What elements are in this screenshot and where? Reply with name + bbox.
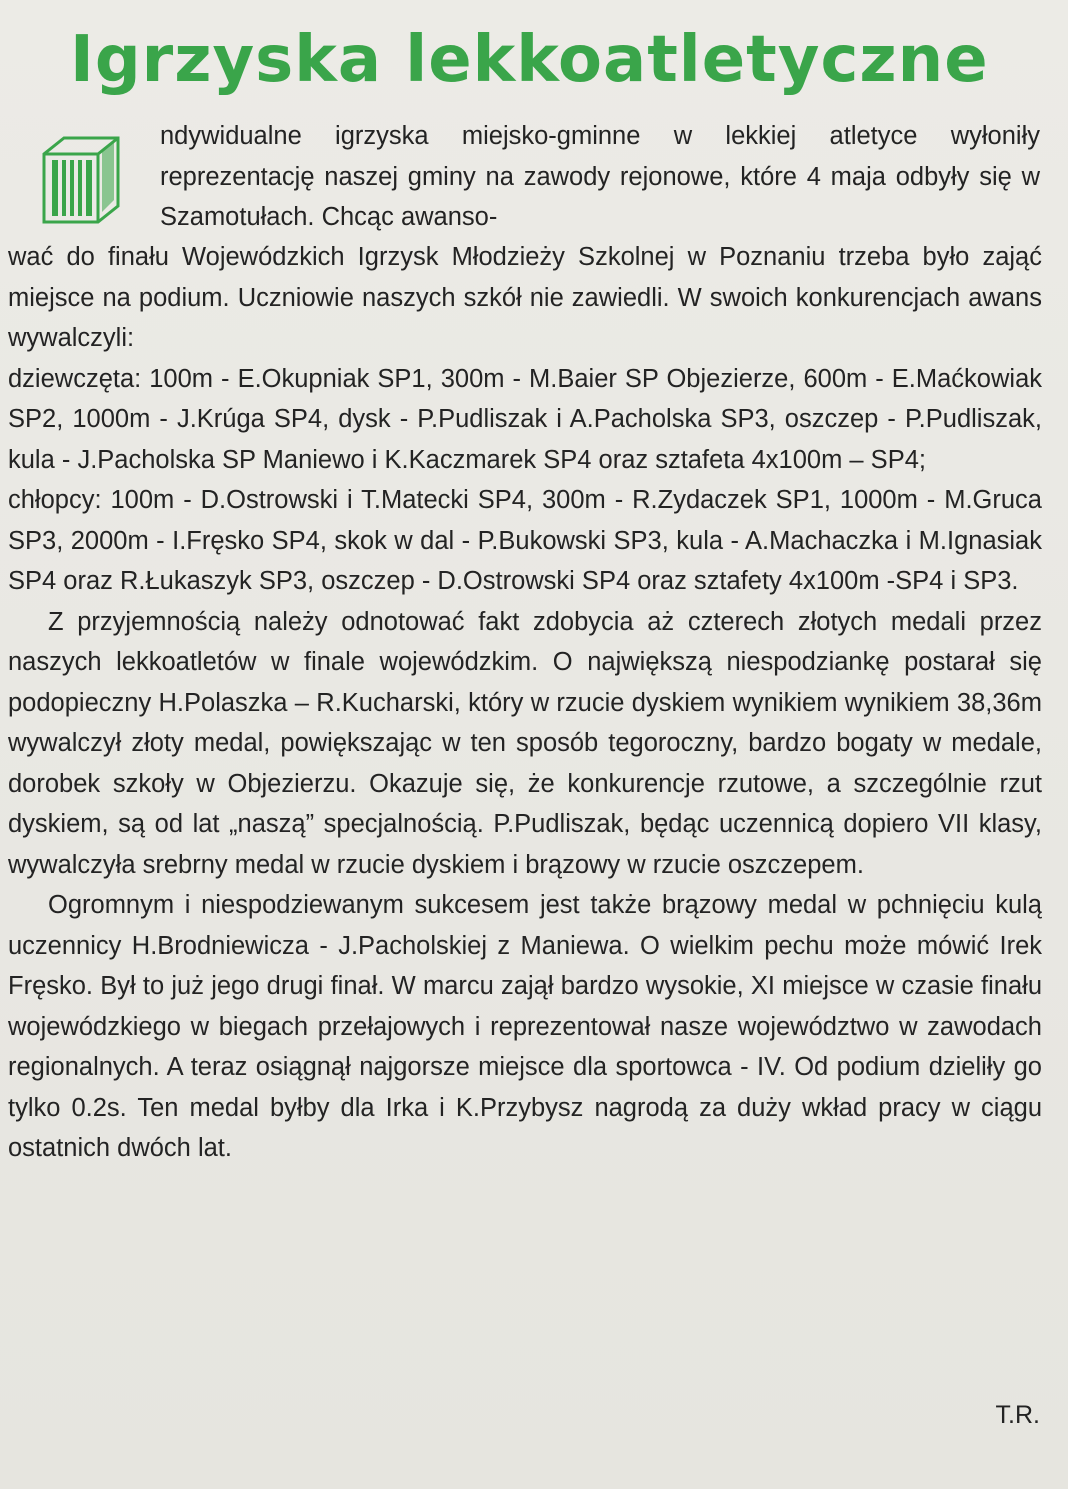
article-paragraph: wać do finału Wojewódzkich Igrzysk Młodzieży Szkolnej w Poznaniu trzeba było zająć miejsce na podium. Uczniowie naszych szkół nie zawiedli. W swoich konkurencjach awans wywalczyli: xyxy=(8,243,1042,352)
article-body xyxy=(8,237,1042,1169)
article-lead: ndywidualne igrzyska miejsko-gminne w lekkiej atletyce wyłoniły reprezentację naszej gminy na zawody rejonowe, które 4 maja odbyły się w Szamotułach. Chcąc awanso- xyxy=(160,122,1040,231)
article-paragraph: Z przyjemnością należy odnotować fakt zdobycia aż czterech złotych medali przez naszych lekkoatletów w finale wojewódzkim. O największą niespodziankę postarał się podopieczny H.Polaszka – R.Kucharski, który w rzucie dyskiem wynikiem wynikiem 38,36m wywalczył złoty medal, powiększając w ten sposób tegoroczny, bardzo bogaty w medale, dorobek szkoły w Objezierzu. Okazuje się, że konkurencje rzutowe, a szczególnie rzut dyskiem, są od lat „naszą” specjalnością. P.Pudliszak, będąc uczennicą dopiero VII klasy, wywalczyła srebrny medal w rzucie dyskiem i brązowy w rzucie oszczepem. xyxy=(8,607,1042,879)
dropcap-letter-i-icon xyxy=(42,136,120,224)
results-boys: chłopcy: 100m - D.Ostrowski i T.Matecki SP4, 300m - R.Zydaczek SP1, 1000m - M.Gruca SP3, 2000m - I.Fręsko SP4, skok w dal - P.Bukowski SP3, kula - A.Machaczka i M.Ignasiak SP4 oraz R.Łukaszyk SP3, oszczep - D.Ostrowski SP4 oraz sztafety 4x100m -SP4 i SP3. xyxy=(8,486,1042,595)
results-girls: dziewczęta: 100m - E.Okupniak SP1, 300m - M.Baier SP Objezierze, 600m - E.Maćkowiak SP2, 1000m - J.Krúga SP4, dysk - P.Pudliszak i A.Pacholska SP3, oszczep - P.Pudliszak, kula - J.Pacholska SP Maniewo i K.Kaczmarek SP4 oraz sztafeta 4x100m – SP4; xyxy=(8,364,1042,474)
article-paragraph: Ogromnym i niespodziewanym sukcesem jest także brązowy medal w pchnięciu kulą uczennicy H.Brodniewicza - J.Pacholskiej z Maniewa. O wielkim pechu może mówić Irek Fręsko. Był to już jego drugi finał. W marcu zajął bardzo wysokie, XI miejsce w czasie finału wojewódzkiego w biegach przełajowych i reprezentował nasze województwo w zawodach regionalnych. A teraz osiągnął najgorsze miejsce dla sportowca - IV. Od podium dzieliły go tylko 0.2s. Ten medal byłby dla Irka i K.Przybysz nagrodą za duży wkład pracy w ciągu ostatnich dwóch lat. xyxy=(8,891,1042,1162)
author-signature: T.R. xyxy=(995,1401,1040,1429)
article-title: Igrzyska lekkoatletyczne xyxy=(70,23,989,97)
